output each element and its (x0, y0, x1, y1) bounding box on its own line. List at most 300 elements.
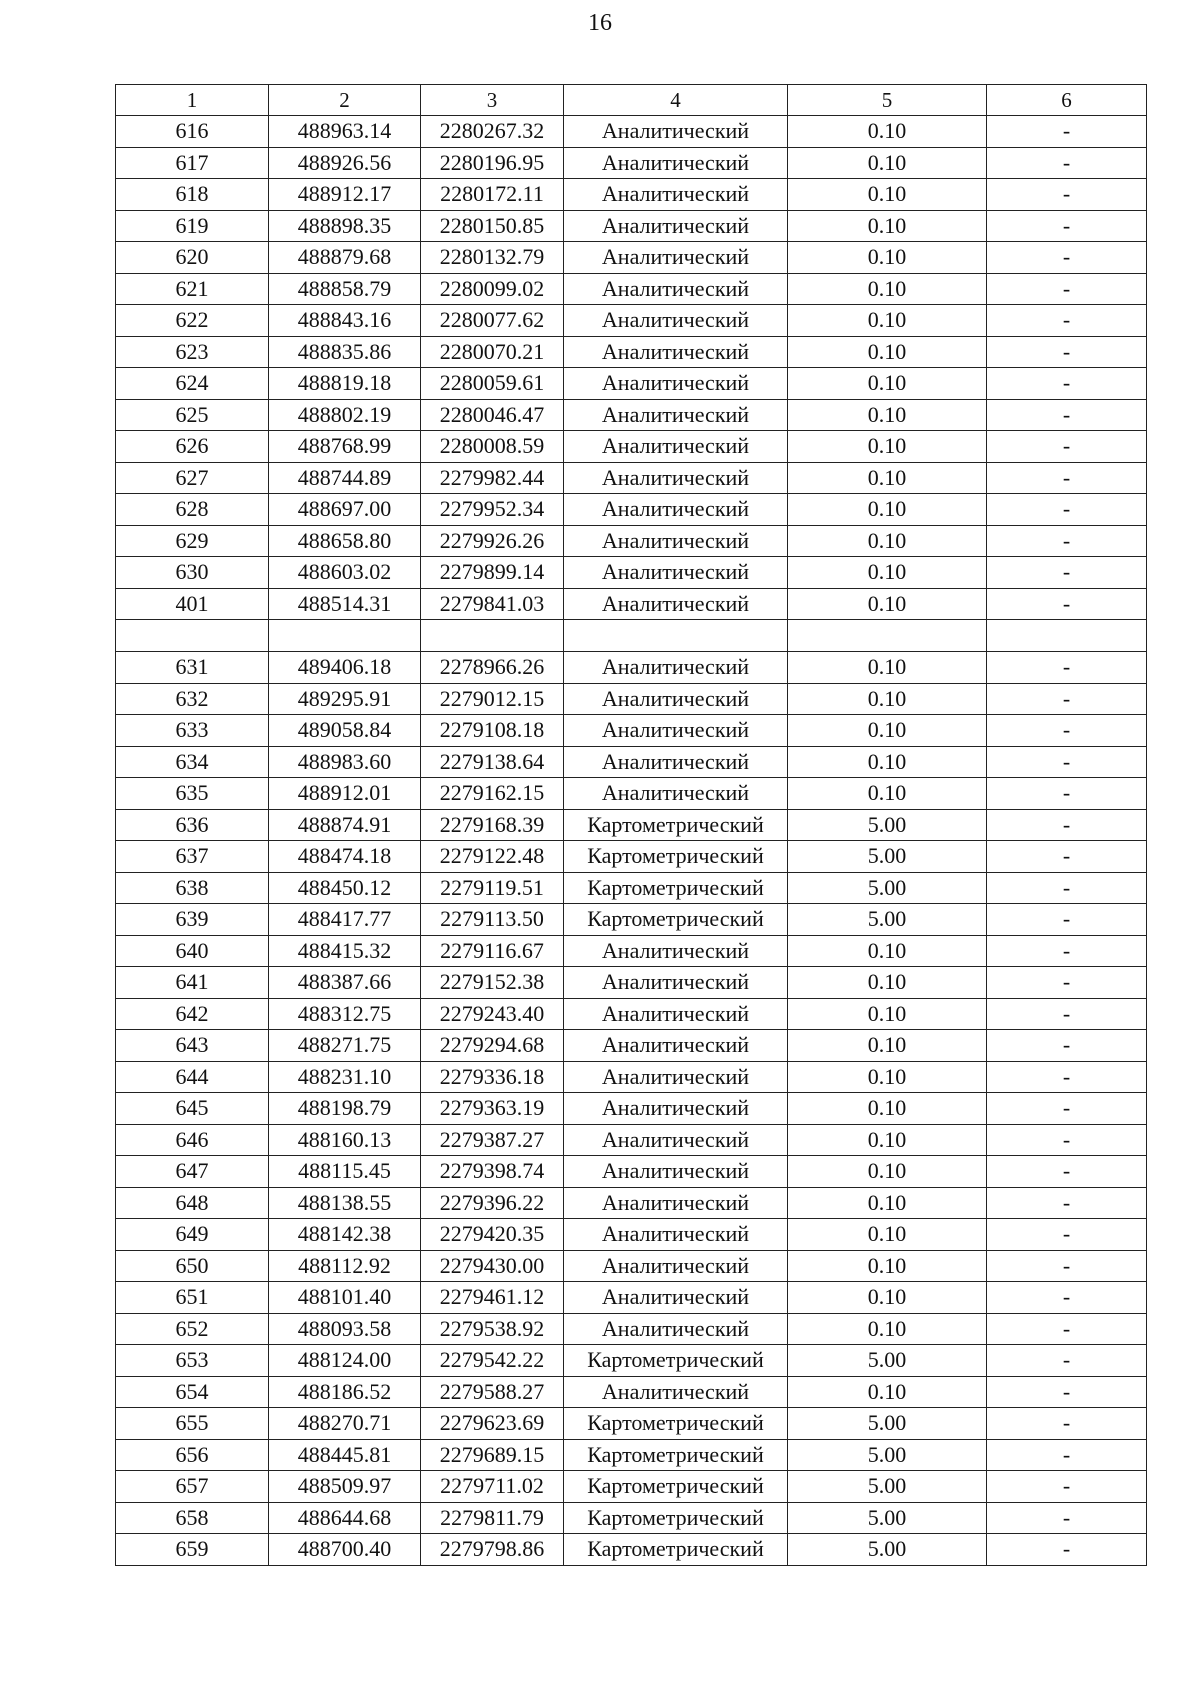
table-row (116, 1219, 1147, 1251)
accuracy-cell: 0.10 (788, 1061, 987, 1093)
point-number-cell: 623 (116, 336, 269, 368)
y-coordinate-cell: 2279430.00 (421, 1250, 564, 1282)
point-number-cell: 657 (116, 1471, 269, 1503)
y-coordinate-cell: 2279926.26 (421, 525, 564, 557)
point-number-cell: 656 (116, 1439, 269, 1471)
x-coordinate-cell: 488093.58 (269, 1313, 421, 1345)
x-coordinate-cell: 488450.12 (269, 872, 421, 904)
method-cell: Аналитический (564, 1156, 788, 1188)
y-coordinate-cell: 2280046.47 (421, 399, 564, 431)
description-cell: - (987, 998, 1147, 1030)
column-header: 4 (564, 85, 788, 116)
point-number-cell: 624 (116, 368, 269, 400)
table-row (116, 1061, 1147, 1093)
description-cell: - (987, 1345, 1147, 1377)
point-number-cell: 645 (116, 1093, 269, 1125)
accuracy-cell: 0.10 (788, 1376, 987, 1408)
table-row (116, 904, 1147, 936)
y-coordinate-cell: 2280267.32 (421, 116, 564, 148)
point-number-cell: 633 (116, 715, 269, 747)
column-header: 5 (788, 85, 987, 116)
x-coordinate-cell: 488644.68 (269, 1502, 421, 1534)
description-cell: - (987, 462, 1147, 494)
point-number-cell: 631 (116, 652, 269, 684)
method-cell: Картометрический (564, 841, 788, 873)
point-number-cell: 652 (116, 1313, 269, 1345)
point-number-cell: 634 (116, 746, 269, 778)
accuracy-cell: 5.00 (788, 1534, 987, 1566)
description-cell: - (987, 1187, 1147, 1219)
point-number-cell: 643 (116, 1030, 269, 1062)
table-row (116, 1376, 1147, 1408)
table-row (116, 1156, 1147, 1188)
method-cell: Аналитический (564, 305, 788, 337)
table-row (116, 116, 1147, 148)
table-row (116, 1534, 1147, 1566)
accuracy-cell: 0.10 (788, 431, 987, 463)
accuracy-cell: 0.10 (788, 1282, 987, 1314)
table-row (116, 1439, 1147, 1471)
point-number-cell: 616 (116, 116, 269, 148)
method-cell: Аналитический (564, 210, 788, 242)
accuracy-cell: 0.10 (788, 242, 987, 274)
x-coordinate-cell: 488186.52 (269, 1376, 421, 1408)
method-cell: Аналитический (564, 1250, 788, 1282)
accuracy-cell: 5.00 (788, 809, 987, 841)
point-number-cell: 621 (116, 273, 269, 305)
description-cell: - (987, 179, 1147, 211)
description-cell: - (987, 431, 1147, 463)
y-coordinate-cell: 2279798.86 (421, 1534, 564, 1566)
table-row (116, 778, 1147, 810)
table-row (116, 588, 1147, 620)
accuracy-cell: 0.10 (788, 1156, 987, 1188)
x-coordinate-cell: 489058.84 (269, 715, 421, 747)
method-cell: Аналитический (564, 935, 788, 967)
x-coordinate-cell: 488271.75 (269, 1030, 421, 1062)
y-coordinate-cell: 2279336.18 (421, 1061, 564, 1093)
description-cell: - (987, 872, 1147, 904)
method-cell: Картометрический (564, 872, 788, 904)
method-cell: Аналитический (564, 494, 788, 526)
description-cell: - (987, 1313, 1147, 1345)
y-coordinate-cell: 2279243.40 (421, 998, 564, 1030)
description-cell: - (987, 935, 1147, 967)
y-coordinate-cell: 2279116.67 (421, 935, 564, 967)
y-coordinate-cell: 2279152.38 (421, 967, 564, 999)
y-coordinate-cell: 2279542.22 (421, 1345, 564, 1377)
description-cell: - (987, 1030, 1147, 1062)
accuracy-cell: 0.10 (788, 210, 987, 242)
y-coordinate-cell: 2279623.69 (421, 1408, 564, 1440)
accuracy-cell: 0.10 (788, 368, 987, 400)
description-cell: - (987, 305, 1147, 337)
column-header: 1 (116, 85, 269, 116)
method-cell: Аналитический (564, 179, 788, 211)
table-row (116, 179, 1147, 211)
x-coordinate-cell: 488124.00 (269, 1345, 421, 1377)
table-row (116, 967, 1147, 999)
coordinates-table-body (116, 85, 1147, 1566)
method-cell: Картометрический (564, 1345, 788, 1377)
method-cell: Картометрический (564, 809, 788, 841)
description-cell (987, 620, 1147, 652)
accuracy-cell: 0.10 (788, 273, 987, 305)
description-cell: - (987, 1124, 1147, 1156)
table-row (116, 715, 1147, 747)
description-cell: - (987, 746, 1147, 778)
description-cell: - (987, 778, 1147, 810)
point-number-cell: 642 (116, 998, 269, 1030)
point-number-cell: 636 (116, 809, 269, 841)
method-cell: Картометрический (564, 904, 788, 936)
method-cell: Аналитический (564, 242, 788, 274)
description-cell: - (987, 399, 1147, 431)
x-coordinate-cell: 488445.81 (269, 1439, 421, 1471)
y-coordinate-cell: 2280008.59 (421, 431, 564, 463)
accuracy-cell: 0.10 (788, 588, 987, 620)
table-row (116, 998, 1147, 1030)
accuracy-cell: 0.10 (788, 525, 987, 557)
point-number-cell: 658 (116, 1502, 269, 1534)
accuracy-cell (788, 620, 987, 652)
description-cell: - (987, 1376, 1147, 1408)
y-coordinate-cell: 2280150.85 (421, 210, 564, 242)
method-cell: Аналитический (564, 652, 788, 684)
method-cell: Картометрический (564, 1502, 788, 1534)
table-row (116, 210, 1147, 242)
y-coordinate-cell: 2279122.48 (421, 841, 564, 873)
y-coordinate-cell: 2279012.15 (421, 683, 564, 715)
table-row (116, 273, 1147, 305)
method-cell: Аналитический (564, 1093, 788, 1125)
accuracy-cell: 5.00 (788, 1439, 987, 1471)
x-coordinate-cell: 488415.32 (269, 935, 421, 967)
method-cell: Аналитический (564, 336, 788, 368)
x-coordinate-cell: 488879.68 (269, 242, 421, 274)
method-cell (564, 620, 788, 652)
x-coordinate-cell: 488417.77 (269, 904, 421, 936)
x-coordinate-cell: 488874.91 (269, 809, 421, 841)
x-coordinate-cell: 488697.00 (269, 494, 421, 526)
description-cell: - (987, 210, 1147, 242)
table-row (116, 1282, 1147, 1314)
description-cell: - (987, 1219, 1147, 1251)
method-cell: Картометрический (564, 1534, 788, 1566)
point-number-cell: 619 (116, 210, 269, 242)
coordinates-table (115, 84, 1147, 1566)
point-number-cell: 640 (116, 935, 269, 967)
point-number-cell: 627 (116, 462, 269, 494)
method-cell: Аналитический (564, 368, 788, 400)
table-row (116, 368, 1147, 400)
y-coordinate-cell: 2279113.50 (421, 904, 564, 936)
description-cell: - (987, 904, 1147, 936)
point-number-cell: 638 (116, 872, 269, 904)
table-row (116, 147, 1147, 179)
description-cell: - (987, 494, 1147, 526)
point-number-cell: 630 (116, 557, 269, 589)
method-cell: Аналитический (564, 147, 788, 179)
table-row (116, 1124, 1147, 1156)
accuracy-cell: 5.00 (788, 1345, 987, 1377)
x-coordinate-cell: 488898.35 (269, 210, 421, 242)
x-coordinate-cell: 488101.40 (269, 1282, 421, 1314)
y-coordinate-cell: 2279396.22 (421, 1187, 564, 1219)
accuracy-cell: 0.10 (788, 116, 987, 148)
point-number-cell: 629 (116, 525, 269, 557)
point-number-cell: 622 (116, 305, 269, 337)
description-cell: - (987, 683, 1147, 715)
method-cell: Аналитический (564, 431, 788, 463)
y-coordinate-cell: 2279588.27 (421, 1376, 564, 1408)
x-coordinate-cell: 488231.10 (269, 1061, 421, 1093)
page-number: 16 (588, 10, 612, 36)
y-coordinate-cell: 2279899.14 (421, 557, 564, 589)
point-number-cell: 625 (116, 399, 269, 431)
accuracy-cell: 5.00 (788, 872, 987, 904)
table-row (116, 399, 1147, 431)
table-row (116, 1502, 1147, 1534)
x-coordinate-cell: 488802.19 (269, 399, 421, 431)
description-cell: - (987, 1534, 1147, 1566)
table-row (116, 841, 1147, 873)
y-coordinate-cell: 2280172.11 (421, 179, 564, 211)
x-coordinate-cell: 488983.60 (269, 746, 421, 778)
description-cell: - (987, 1502, 1147, 1534)
description-cell: - (987, 1408, 1147, 1440)
y-coordinate-cell: 2279811.79 (421, 1502, 564, 1534)
table-row (116, 1030, 1147, 1062)
y-coordinate-cell: 2279119.51 (421, 872, 564, 904)
method-cell: Аналитический (564, 967, 788, 999)
point-number-cell: 641 (116, 967, 269, 999)
table-row (116, 872, 1147, 904)
accuracy-cell: 5.00 (788, 1502, 987, 1534)
method-cell: Аналитический (564, 683, 788, 715)
description-cell: - (987, 841, 1147, 873)
accuracy-cell: 0.10 (788, 494, 987, 526)
method-cell: Картометрический (564, 1439, 788, 1471)
accuracy-cell: 0.10 (788, 462, 987, 494)
description-cell: - (987, 525, 1147, 557)
x-coordinate-cell: 488858.79 (269, 273, 421, 305)
description-cell: - (987, 715, 1147, 747)
x-coordinate-cell: 489295.91 (269, 683, 421, 715)
point-number-cell: 659 (116, 1534, 269, 1566)
point-number-cell: 654 (116, 1376, 269, 1408)
description-cell: - (987, 588, 1147, 620)
point-number-cell: 626 (116, 431, 269, 463)
point-number-cell: 620 (116, 242, 269, 274)
point-number-cell: 637 (116, 841, 269, 873)
table-row (116, 336, 1147, 368)
accuracy-cell: 0.10 (788, 305, 987, 337)
y-coordinate-cell (421, 620, 564, 652)
point-number-cell: 628 (116, 494, 269, 526)
accuracy-cell: 0.10 (788, 1250, 987, 1282)
y-coordinate-cell: 2280132.79 (421, 242, 564, 274)
method-cell: Аналитический (564, 1282, 788, 1314)
accuracy-cell: 0.10 (788, 935, 987, 967)
y-coordinate-cell: 2279168.39 (421, 809, 564, 841)
point-number-cell: 618 (116, 179, 269, 211)
point-number-cell: 647 (116, 1156, 269, 1188)
description-cell: - (987, 1093, 1147, 1125)
description-cell: - (987, 557, 1147, 589)
y-coordinate-cell: 2280196.95 (421, 147, 564, 179)
method-cell: Аналитический (564, 462, 788, 494)
table-row (116, 431, 1147, 463)
x-coordinate-cell: 488926.56 (269, 147, 421, 179)
y-coordinate-cell: 2279138.64 (421, 746, 564, 778)
x-coordinate-cell: 488160.13 (269, 1124, 421, 1156)
y-coordinate-cell: 2279162.15 (421, 778, 564, 810)
x-coordinate-cell: 488312.75 (269, 998, 421, 1030)
y-coordinate-cell: 2278966.26 (421, 652, 564, 684)
description-cell: - (987, 1061, 1147, 1093)
column-header: 2 (269, 85, 421, 116)
x-coordinate-cell: 488474.18 (269, 841, 421, 873)
y-coordinate-cell: 2279387.27 (421, 1124, 564, 1156)
x-coordinate-cell: 488509.97 (269, 1471, 421, 1503)
y-coordinate-cell: 2279538.92 (421, 1313, 564, 1345)
method-cell: Аналитический (564, 778, 788, 810)
x-coordinate-cell: 488138.55 (269, 1187, 421, 1219)
x-coordinate-cell: 488819.18 (269, 368, 421, 400)
y-coordinate-cell: 2279363.19 (421, 1093, 564, 1125)
accuracy-cell: 0.10 (788, 778, 987, 810)
table-row (116, 746, 1147, 778)
x-coordinate-cell: 488270.71 (269, 1408, 421, 1440)
accuracy-cell: 0.10 (788, 746, 987, 778)
table-row (116, 525, 1147, 557)
accuracy-cell: 0.10 (788, 557, 987, 589)
x-coordinate-cell: 488768.99 (269, 431, 421, 463)
accuracy-cell: 0.10 (788, 399, 987, 431)
x-coordinate-cell (269, 620, 421, 652)
y-coordinate-cell: 2280059.61 (421, 368, 564, 400)
accuracy-cell: 0.10 (788, 179, 987, 211)
description-cell: - (987, 652, 1147, 684)
description-cell: - (987, 1471, 1147, 1503)
accuracy-cell: 0.10 (788, 683, 987, 715)
method-cell: Аналитический (564, 1030, 788, 1062)
method-cell: Аналитический (564, 715, 788, 747)
table-row (116, 557, 1147, 589)
table-row (116, 809, 1147, 841)
description-cell: - (987, 242, 1147, 274)
point-number-cell: 655 (116, 1408, 269, 1440)
point-number-cell: 635 (116, 778, 269, 810)
table-row (116, 462, 1147, 494)
description-cell: - (987, 1156, 1147, 1188)
y-coordinate-cell: 2279461.12 (421, 1282, 564, 1314)
point-number-cell: 401 (116, 588, 269, 620)
y-coordinate-cell: 2279294.68 (421, 1030, 564, 1062)
accuracy-cell: 0.10 (788, 1219, 987, 1251)
point-number-cell: 650 (116, 1250, 269, 1282)
accuracy-cell: 0.10 (788, 1313, 987, 1345)
table-separator-row (116, 620, 1147, 652)
y-coordinate-cell: 2279841.03 (421, 588, 564, 620)
description-cell: - (987, 273, 1147, 305)
accuracy-cell: 0.10 (788, 998, 987, 1030)
accuracy-cell: 0.10 (788, 1093, 987, 1125)
x-coordinate-cell: 488835.86 (269, 336, 421, 368)
method-cell: Аналитический (564, 1219, 788, 1251)
y-coordinate-cell: 2279711.02 (421, 1471, 564, 1503)
point-number-cell: 632 (116, 683, 269, 715)
x-coordinate-cell: 488912.01 (269, 778, 421, 810)
accuracy-cell: 0.10 (788, 1124, 987, 1156)
accuracy-cell: 0.10 (788, 652, 987, 684)
table-row (116, 1408, 1147, 1440)
description-cell: - (987, 147, 1147, 179)
y-coordinate-cell: 2279420.35 (421, 1219, 564, 1251)
accuracy-cell: 0.10 (788, 147, 987, 179)
x-coordinate-cell: 488658.80 (269, 525, 421, 557)
point-number-cell: 617 (116, 147, 269, 179)
table-row (116, 1313, 1147, 1345)
description-cell: - (987, 1282, 1147, 1314)
x-coordinate-cell: 488912.17 (269, 179, 421, 211)
x-coordinate-cell: 488112.92 (269, 1250, 421, 1282)
method-cell: Аналитический (564, 1124, 788, 1156)
point-number-cell: 651 (116, 1282, 269, 1314)
accuracy-cell: 5.00 (788, 1408, 987, 1440)
point-number-cell: 649 (116, 1219, 269, 1251)
method-cell: Аналитический (564, 525, 788, 557)
point-number-cell (116, 620, 269, 652)
y-coordinate-cell: 2280099.02 (421, 273, 564, 305)
method-cell: Аналитический (564, 399, 788, 431)
method-cell: Картометрический (564, 1471, 788, 1503)
accuracy-cell: 0.10 (788, 715, 987, 747)
x-coordinate-cell: 488387.66 (269, 967, 421, 999)
accuracy-cell: 0.10 (788, 1187, 987, 1219)
table-row (116, 683, 1147, 715)
description-cell: - (987, 116, 1147, 148)
x-coordinate-cell: 488963.14 (269, 116, 421, 148)
y-coordinate-cell: 2279108.18 (421, 715, 564, 747)
point-number-cell: 648 (116, 1187, 269, 1219)
description-cell: - (987, 368, 1147, 400)
y-coordinate-cell: 2279689.15 (421, 1439, 564, 1471)
x-coordinate-cell: 488603.02 (269, 557, 421, 589)
method-cell: Аналитический (564, 1061, 788, 1093)
accuracy-cell: 0.10 (788, 1030, 987, 1062)
table-row (116, 1250, 1147, 1282)
point-number-cell: 646 (116, 1124, 269, 1156)
method-cell: Аналитический (564, 998, 788, 1030)
table-row (116, 1471, 1147, 1503)
accuracy-cell: 5.00 (788, 841, 987, 873)
method-cell: Аналитический (564, 746, 788, 778)
y-coordinate-cell: 2279952.34 (421, 494, 564, 526)
method-cell: Аналитический (564, 1187, 788, 1219)
description-cell: - (987, 967, 1147, 999)
x-coordinate-cell: 488843.16 (269, 305, 421, 337)
table-row (116, 1187, 1147, 1219)
accuracy-cell: 0.10 (788, 336, 987, 368)
x-coordinate-cell: 488744.89 (269, 462, 421, 494)
point-number-cell: 653 (116, 1345, 269, 1377)
table-header-row (116, 85, 1147, 116)
y-coordinate-cell: 2280077.62 (421, 305, 564, 337)
x-coordinate-cell: 488115.45 (269, 1156, 421, 1188)
x-coordinate-cell: 489406.18 (269, 652, 421, 684)
